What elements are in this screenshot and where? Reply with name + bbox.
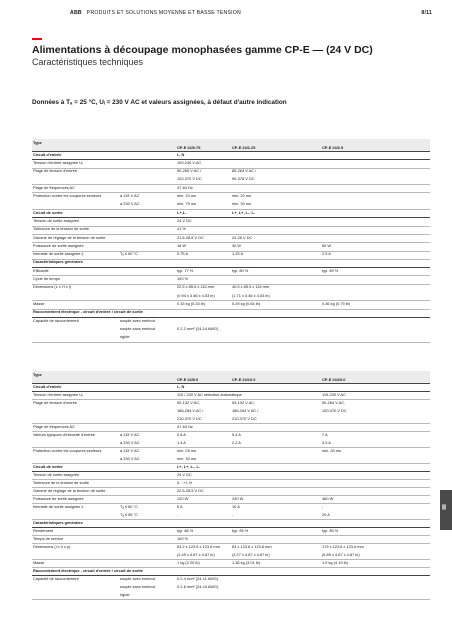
row-label: Temps de service [33,535,64,541]
row-label: Tolérance de la tension de sortie [33,479,90,485]
cell-value: 1.4 A [177,439,186,445]
column-header: CP-E 24/5.0 [177,377,199,382]
row-condition: à 115 V AC [120,193,140,199]
row-label: Masse [33,559,45,565]
cell-value: 90-132 V AC, [177,399,201,405]
cell-value: 2.5 A [322,251,331,257]
row-condition: souple sans embout [120,583,155,589]
row-label: Tension d'entrée assignée Uᵢ [33,159,83,165]
cell-value: 186-264 V AC / [177,407,204,413]
cell-value: 21.6-28.8 V DC [177,234,204,240]
cell-value: 22.5-28.5 V DC [177,487,204,493]
table-row [32,447,430,455]
table-row [32,284,430,292]
row-condition: rigide [120,334,130,340]
cell-value: 24-28 V DC [232,234,253,240]
row-label: Plage de tension d'entrée [33,399,78,405]
cell-value: 210-370 V DC [232,415,257,421]
cell-value: 3.5 A [322,439,331,445]
cell-value: 2.8 A [177,431,186,437]
row-label: Gamme de réglage de la tension de sortie [33,487,106,493]
cell-value: 30 W [232,242,242,248]
cell-value: 120-370 V DC [322,407,347,413]
cell-value: min. 75 ms [177,201,197,207]
cell-value: (1.71 x 3.46 x 4.53 in) [232,292,270,298]
table-row [32,168,430,176]
brand-logo: ABB [70,10,82,16]
cell-value: typ. 89 % [322,527,339,533]
cell-value: 24 V DC [177,217,192,223]
cell-value: 0.2-4 mm² (24-11 AWG) [177,575,219,581]
cell-value: - [232,511,234,517]
row-label: Raccordement électrique - circuit d'entrée / circuit de sortie [33,309,143,315]
table-row [32,575,430,583]
cell-value: 5.4 A [232,431,241,437]
accent-bar [32,38,42,40]
row-label: Plage de fréquences AC [33,423,75,429]
row-label: Circuit d'entrée [33,383,62,389]
row-label: Protection contre les coupures secteurs [33,447,102,453]
row-label: Rendement [33,527,54,533]
row-condition: à 230 V AC [120,439,140,445]
row-label: Capacité de raccordement [33,575,79,581]
cell-value: L, N [177,383,185,389]
cell-value: - [322,503,324,509]
row-label: Protection contre les coupures secteurs [33,193,102,199]
cell-value: 90-375 V DC [232,176,255,182]
row-label: Tension de sortie assignée [33,217,80,223]
page-number: 8/11 [421,10,432,16]
column-header: CP-E 24/10.0 [232,377,256,382]
cell-value: min. 30 ms [177,455,197,461]
cell-value: 0.2-2 mm² (24-14 AWG) [177,325,219,331]
cell-value: 100-240 V AC [177,159,202,165]
row-label: Masse [33,300,45,306]
cell-value: typ. 77 % [177,267,194,273]
cell-value: - [177,511,179,517]
table-row [32,431,430,439]
table-row [32,543,430,551]
cell-value: (0.94 x 3.46 x 4.53 in) [177,292,215,298]
cell-value: 1.36 kg (3.01 lb) [232,559,261,565]
cell-value: typ. 80 % [232,267,249,273]
row-condition: Tₐ ≤ 60 °C [120,251,138,257]
row-label: Puissance de sortie assignée [33,242,84,248]
cell-value: 1.9 kg (4.19 lb) [322,559,348,565]
row-label: Capacité de raccordement [33,317,79,323]
cell-value: typ. 89 % [322,267,339,273]
table-row [32,503,430,511]
cell-value: 210-370 V DC [177,415,202,421]
row-label: Dimensions (l x h x p) [33,543,71,549]
cell-value: 63.2 x 123.6 x 123.6 mm [177,543,220,549]
cell-value: 0.29 kg (0.64 lb) [232,300,261,306]
row-label: Raccordement électrique - circuit d'entrée / circuit de sortie [33,567,143,573]
row-label: Dimensions (L x H x l) [33,284,71,290]
cell-value: (3.27 x 4.87 x 4.87 in) [232,551,270,557]
cell-value: min. 20 ms [232,193,252,199]
row-condition: à 230 V AC [120,455,140,461]
cell-value: L+,L- [177,209,187,215]
cell-value: L+, L+, L-, L- [177,463,201,469]
row-label: Tolérance de la tension de sortie [33,226,90,232]
row-label: Intensité de sortie assignée Iᵣ [33,503,84,509]
row-label: Tension d'entrée assignée Uᵢ [33,391,83,397]
cell-value: 22.5 x 85.5 x 115 mm [177,284,215,290]
row-label: Circuit de sortie [33,463,63,469]
cell-value: 24 V DC [177,471,192,477]
cell-value: 0…+1 % [177,479,193,485]
cell-value: 83 x 123.6 x 123.6 mm [232,543,272,549]
row-label: Gamme de réglage de la tension de sortie [33,234,106,240]
cell-value: 7 A [322,431,328,437]
section-tab [440,490,452,530]
table-row [32,591,430,600]
page-title: Alimentations à découpage monophasées gamme CP-E — (24 V DC) [32,44,373,56]
row-label: Plage de tension d'entrée [33,168,78,174]
cell-value: 18 W [177,242,187,248]
cell-value: ±1 % [177,226,186,232]
column-header: CP-E 24/20.0 [322,377,346,382]
row-label: Circuit de sortie [33,209,63,215]
cell-value: 0.2-6 mm² (24-10 AWG) [177,583,219,589]
cell-value: 10 A [232,503,240,509]
cell-value: 120 W [177,495,189,501]
page-header [70,10,432,20]
page-subtitle: Caractéristiques techniques [32,57,144,67]
cell-value: 1.25 A [232,251,244,257]
row-label: Intensité de sortie assignée Iᵣ [33,251,84,257]
cell-value: 60 W [322,242,332,248]
cell-value: 115-230 V AC [322,391,346,397]
cell-value: 100 % [177,276,189,282]
table-row [32,325,430,333]
table-row [32,193,430,201]
cell-value: 0.75 A [177,251,189,257]
cell-value: 0.36 kg (0.79 lb) [322,300,351,306]
row-condition: souple avec embout [120,317,155,323]
cell-value: 240 W [232,495,244,501]
row-label: Efficacité [33,267,49,273]
row-label: Valeurs typiques d'intensité d'entrée [33,431,95,437]
cell-value: 40.5 x 85.5 x 115 mm [232,284,270,290]
cell-value: 47-63 Hz [177,423,193,429]
cell-value: (6.89 x 4.87 x 4.87 in) [322,551,360,557]
row-label: Tension de sortie assignée [33,471,80,477]
cell-value: typ. 89 % [232,527,249,533]
cell-value: 2.2 A [232,439,241,445]
table-row [32,407,430,415]
cell-value: min. 30 ms [322,447,342,453]
cell-value: L+, L+, L-, L- [232,209,256,215]
row-condition: Tₐ ≤ 55 °C [120,511,138,517]
cell-value: 90-264 V AC, [322,399,346,405]
type-label: Type [33,139,42,145]
column-header: CP-E 24/2.5 [322,145,344,150]
row-condition: à 230 V AC [120,201,140,207]
row-condition: Tₐ ≤ 60 °C [120,503,138,509]
section-tab-label: 88 [441,504,448,510]
cell-value: 480 W [322,495,334,501]
row-label: Circuit d'entrée [33,151,62,157]
conditions-note: Données à Tₐ = 25 °C, Uᵢ = 230 V AC et valeurs assignées, à défaut d'autre indication [32,99,287,106]
cell-value: 85-264 V AC / [232,168,257,174]
row-condition: à 115 V AC [120,447,140,453]
cell-value: 120-370 V DC [177,176,202,182]
row-label: Plage de fréquences AC [33,184,75,190]
row-condition: rigide [120,591,130,597]
cell-value: L, N [177,151,185,157]
cell-value: 186-264 V AC / [232,407,259,413]
header-text: PRODUITS ET SOLUTIONS MOYENNE ET BASSE TENSION [86,10,241,16]
row-condition: à 115 V AC [120,431,140,437]
cell-value: 0.15 kg (0.33 lb) [177,300,206,306]
cell-value: 90-265 V AC / [177,168,202,174]
cell-value: 1 kg (2.20 lb) [177,559,200,565]
cell-value: min. 20 ms [177,193,197,199]
cell-value: 5 A [177,503,183,509]
row-condition: souple sans embout [120,325,155,331]
table-row [32,583,430,591]
row-label: Cycle de temps [33,276,60,282]
row-label: Puissance de sortie assignée [33,495,84,501]
row-condition: souple avec embout [120,575,155,581]
table-row [32,334,430,343]
row-label: Caractéristiques générales [33,259,83,265]
column-header: CP-E 24/1.25 [232,145,256,150]
cell-value: (2.49 x 4.87 x 4.87 in) [177,551,215,557]
cell-value: 175 x 123.6 x 123.6 mm [322,543,364,549]
table-row [32,399,430,407]
cell-value: 115 / 230 V AC sélection automatique [177,391,242,397]
cell-value: min. 25 ms [177,447,197,453]
cell-value: 20 A [322,511,330,517]
type-label: Type [33,371,42,377]
cell-value: 100 % [177,535,189,541]
cell-value: min. 30 ms [232,201,252,207]
row-label: Caractéristiques générales [33,519,83,525]
table-row [32,317,430,325]
cell-value: 47-63 Hz [177,184,193,190]
column-header: CP-E 24/0.75 [177,145,201,150]
cell-value: 93-132 V AC, [232,399,256,405]
cell-value: typ. 86 % [177,527,194,533]
